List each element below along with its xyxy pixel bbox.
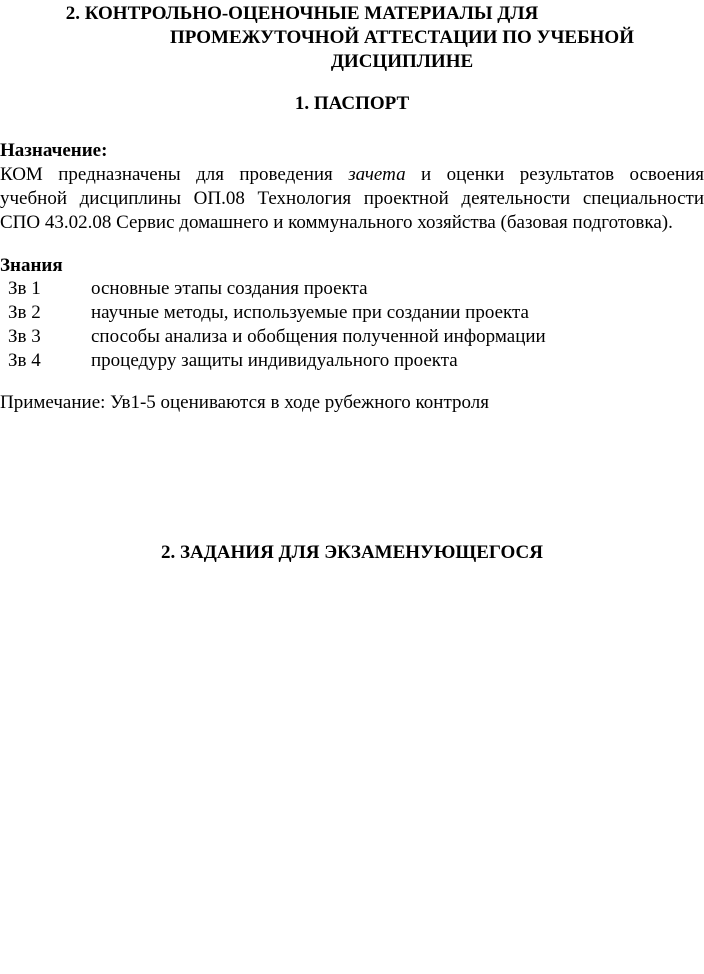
purpose-label: Назначение:: [0, 140, 108, 161]
knowledge-text: процедуру защиты индивидуального проекта: [91, 350, 458, 371]
knowledge-item: [0, 301, 546, 325]
knowledge-code: Зв 4: [8, 350, 41, 371]
knowledge-text: основные этапы создания проекта: [91, 278, 368, 299]
note-text: Примечание: Ув1-5 оцениваются в ходе рубежного контроля: [0, 392, 489, 413]
knowledge-list: [0, 277, 546, 373]
knowledge-item: [0, 349, 546, 373]
passport-heading: 1. ПАСПОРТ: [294, 93, 410, 114]
knowledge-code: Зв 2: [8, 302, 41, 323]
title-line-3: ДИСЦИПЛИНЕ: [330, 51, 474, 72]
purpose-line-1: [0, 163, 704, 187]
knowledge-code: Зв 1: [8, 278, 41, 299]
knowledge-item: [0, 325, 546, 349]
purpose-paragraph: [0, 163, 704, 235]
purpose-line-1-start: КОМ предназначены для проведения: [0, 164, 349, 185]
title-line-1: 2. КОНТРОЛЬНО-ОЦЕНОЧНЫЕ МАТЕРИАЛЫ ДЛЯ: [65, 3, 539, 24]
purpose-line-2: [0, 187, 704, 211]
purpose-line-2-text: учебной дисциплины ОП.08 Технология проектной деятельности специальности: [0, 188, 704, 209]
knowledge-label: Знания: [0, 255, 63, 276]
purpose-italic-word: зачета: [348, 164, 406, 185]
knowledge-code: Зв 3: [8, 326, 41, 347]
tasks-heading: 2. ЗАДАНИЯ ДЛЯ ЭКЗАМЕНУЮЩЕГОСЯ: [160, 542, 543, 563]
knowledge-item: [0, 277, 546, 301]
knowledge-text: способы анализа и обобщения полученной информации: [91, 326, 546, 347]
document-title: [0, 2, 704, 74]
purpose-line-3: СПО 43.02.08 Сервис домашнего и коммунального хозяйства (базовая подготовка).: [0, 212, 673, 233]
purpose-line-1-end: и оценки результатов освоения: [405, 164, 704, 185]
knowledge-text: научные методы, используемые при создании проекта: [91, 302, 529, 323]
title-line-2: ПРОМЕЖУТОЧНОЙ АТТЕСТАЦИИ ПО УЧЕБНОЙ: [170, 27, 634, 48]
